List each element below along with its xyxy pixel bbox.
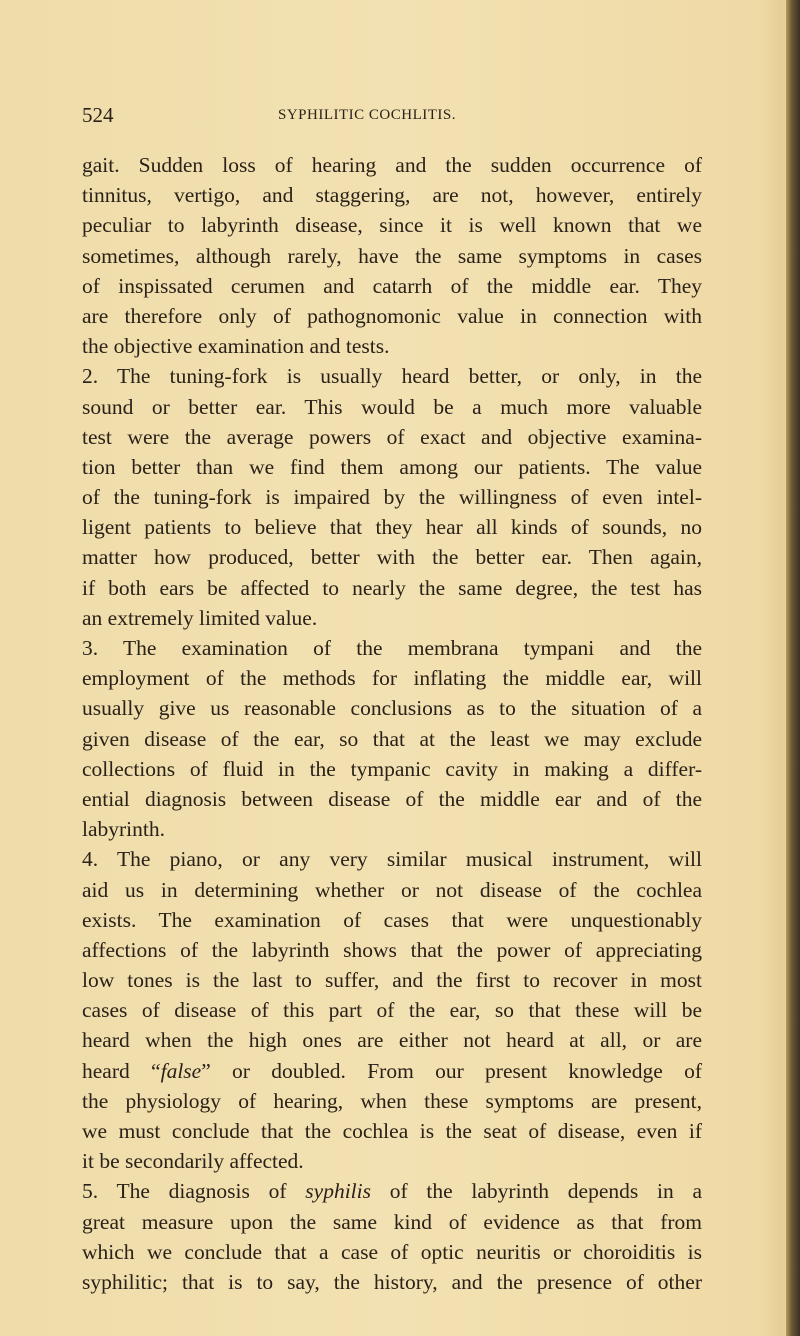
text-line [82, 1025, 702, 1055]
body-text [82, 150, 702, 1297]
text-line [82, 452, 702, 482]
text-line-content: heard “false” or doubled. From our present knowledge of [82, 1058, 702, 1083]
text-line-content: sometimes, although rarely, have the same symptoms in cases [82, 243, 702, 268]
text-line-content: exists. The examination of cases that were unquestionably [82, 907, 702, 932]
text-line [82, 180, 702, 210]
text-line [82, 301, 702, 331]
text-line [82, 1267, 702, 1297]
text-line-content: an extremely limited value. [82, 605, 318, 630]
text-line [82, 542, 702, 572]
text-line [82, 482, 702, 512]
running-header [82, 103, 702, 129]
text-line-content: collections of fluid in the tympanic cavity in making a differ- [82, 756, 702, 781]
page-number: 524 [82, 103, 114, 127]
text-line-content: we must conclude that the cochlea is the seat of disease, even if [82, 1119, 702, 1143]
text-line-content: given disease of the ear, so that at the least we may exclude [82, 726, 702, 751]
running-title: SYPHILITIC COCHLITIS. [278, 107, 456, 123]
text-line-content: gait. Sudden loss of hearing and the sudden occurrence of [82, 153, 702, 177]
text-line [82, 633, 702, 663]
text-line-content: which we conclude that a case of optic neuritis or choroiditis is [82, 1239, 702, 1264]
text-line [82, 241, 702, 271]
text-line-content: aid us in determining whether or not disease of the cochlea [82, 877, 702, 902]
text-line [82, 663, 702, 693]
text-line [82, 875, 702, 905]
text-line [82, 935, 702, 965]
text-line [82, 1056, 702, 1086]
text-line-content: tinnitus, vertigo, and staggering, are not, however, entirely [82, 183, 702, 208]
text-line [82, 603, 702, 633]
text-line-content: matter how produced, better with the better ear. Then again, [82, 545, 702, 570]
text-line-content: test were the average powers of exact and objective examina- [82, 424, 702, 449]
text-line [82, 210, 702, 240]
text-line-content: cases of disease of this part of the ear, so that these will be [82, 998, 702, 1023]
text-line-content: 5. The diagnosis of syphilis of the labyrinth depends in a [82, 1179, 702, 1204]
text-line [82, 1237, 702, 1267]
text-line [82, 693, 702, 723]
text-line [82, 965, 702, 995]
text-line [82, 1207, 702, 1237]
text-line [82, 331, 702, 361]
text-line-content: of the tuning-fork is impaired by the willingness of even intel- [82, 485, 702, 510]
text-line-content: peculiar to labyrinth disease, since it is well known that we [82, 213, 702, 238]
text-line-content: the physiology of hearing, when these symptoms are present, [82, 1088, 702, 1113]
text-line-content: ligent patients to believe that they hear all kinds of sounds, no [82, 515, 702, 540]
text-line [82, 784, 702, 814]
text-line-content: if both ears be affected to nearly the same degree, the test has [82, 575, 702, 600]
text-line-content: 3. The examination of the membrana tympani and the [82, 636, 702, 660]
text-line [82, 271, 702, 301]
text-line [82, 573, 702, 603]
text-line [82, 422, 702, 452]
text-line-content: 4. The piano, or any very similar musical instrument, will [82, 847, 702, 872]
text-line [82, 754, 702, 784]
text-line-content: are therefore only of pathognomonic value in connection with [82, 303, 702, 328]
text-line-content: 2. The tuning-fork is usually heard better, or only, in the [82, 364, 702, 389]
text-line-content: it be secondarily affected. [82, 1149, 304, 1174]
text-line [82, 844, 702, 874]
text-line [82, 1176, 702, 1206]
text-line [82, 724, 702, 754]
text-line-content: heard when the high ones are either not heard at all, or are [82, 1028, 702, 1053]
text-line-content: low tones is the last to suffer, and the first to recover in most [82, 968, 702, 993]
text-line-content: employment of the methods for inflating the middle ear, will [82, 666, 702, 691]
text-line-content: tion better than we find them among our patients. The value [82, 454, 702, 479]
text-line-content: ential diagnosis between disease of the middle ear and of the [82, 786, 702, 811]
text-line [82, 1086, 702, 1116]
page-edge-shadow [786, 0, 800, 1336]
text-line-content: syphilitic; that is to say, the history, and the presence of other [82, 1269, 702, 1294]
text-line [82, 150, 702, 180]
text-line [82, 995, 702, 1025]
text-line [82, 361, 702, 391]
text-line [82, 1146, 702, 1176]
text-line [82, 512, 702, 542]
text-line-content: great measure upon the same kind of evidence as that from [82, 1209, 702, 1234]
text-line-content: affections of the labyrinth shows that the power of appreciating [82, 937, 702, 962]
text-line [82, 1116, 702, 1146]
text-line [82, 392, 702, 422]
text-line [82, 814, 702, 844]
text-line-content: usually give us reasonable conclusions as to the situation of a [82, 696, 702, 721]
text-line-content: sound or better ear. This would be a much more valuable [82, 394, 702, 419]
text-line-content: of inspissated cerumen and catarrh of the middle ear. They [82, 273, 702, 298]
text-line [82, 905, 702, 935]
text-line-content: the objective examination and tests. [82, 334, 390, 359]
text-line-content: labyrinth. [82, 817, 165, 842]
